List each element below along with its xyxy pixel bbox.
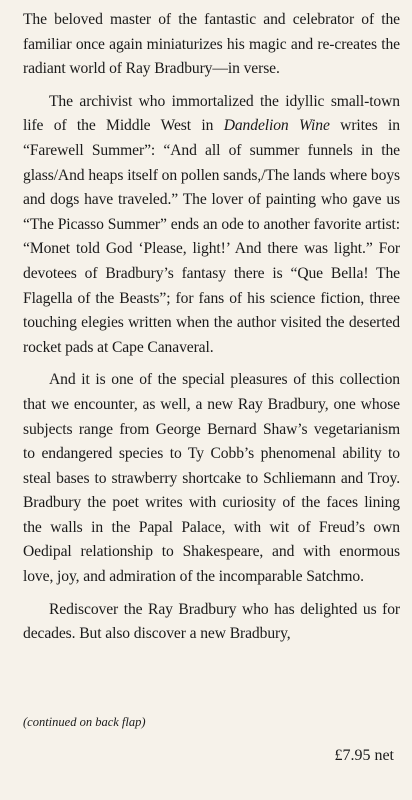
paragraph-rediscover: Rediscover the Ray Bradbury who has delighted us for decades. But also discover a new Bradbury, xyxy=(23,600,400,643)
paragraph-archivist xyxy=(23,90,400,361)
price-label: £7.95 net xyxy=(334,747,394,764)
paragraph-intro: The beloved master of the fantastic and celebrator of the familiar once again miniaturizes his magic and re-creates the radiant world of Ray Bradbury—in verse. xyxy=(23,11,400,78)
paragraph-archivist-text-1: The archivist who immortalized the idyllic small-town life of the Middle West in xyxy=(23,92,400,135)
continued-note: (continued on back flap) xyxy=(23,715,146,729)
book-title-dandelion-wine: Dandelion Wine xyxy=(223,117,330,135)
paragraph-new-bradbury: And it is one of the special pleasures of this collection that we encounter, as well, a new Ray Bradbury, one whose subjects range from George Bernard Shaw’s vegetarianism to endangered species to Ty Cobb’s phenomenal ability to steal bases to strawberry shortcake to Schliemann and Troy. Bradbury the poet writes with curiosity of the faces lining the walls in the Papal Palace, with wit of Freud’s own Oedipal relationship to Shakespeare, and with enormous love, joy, and admiration of the incomparable Satchmo. xyxy=(23,371,400,586)
paragraph-archivist-text-2: writes in “Farewell Summer”: “And all of summer funnels in the glass/And heaps itself on pollen sands,/The lands where boys and dogs have traveled.” The lover of painting who gave us “The Picasso Summer” ends an ode to another favorite artist: “Monet told God ‘Please, light!’ And there was light.” For devotees of Bradbury’s fantasy there is “Que Bella! The Flagella of the Beasts”; for fans of his science fiction, three touching elegies written when the author visited the deserted rocket pads at Cape Canaveral. xyxy=(23,117,400,356)
